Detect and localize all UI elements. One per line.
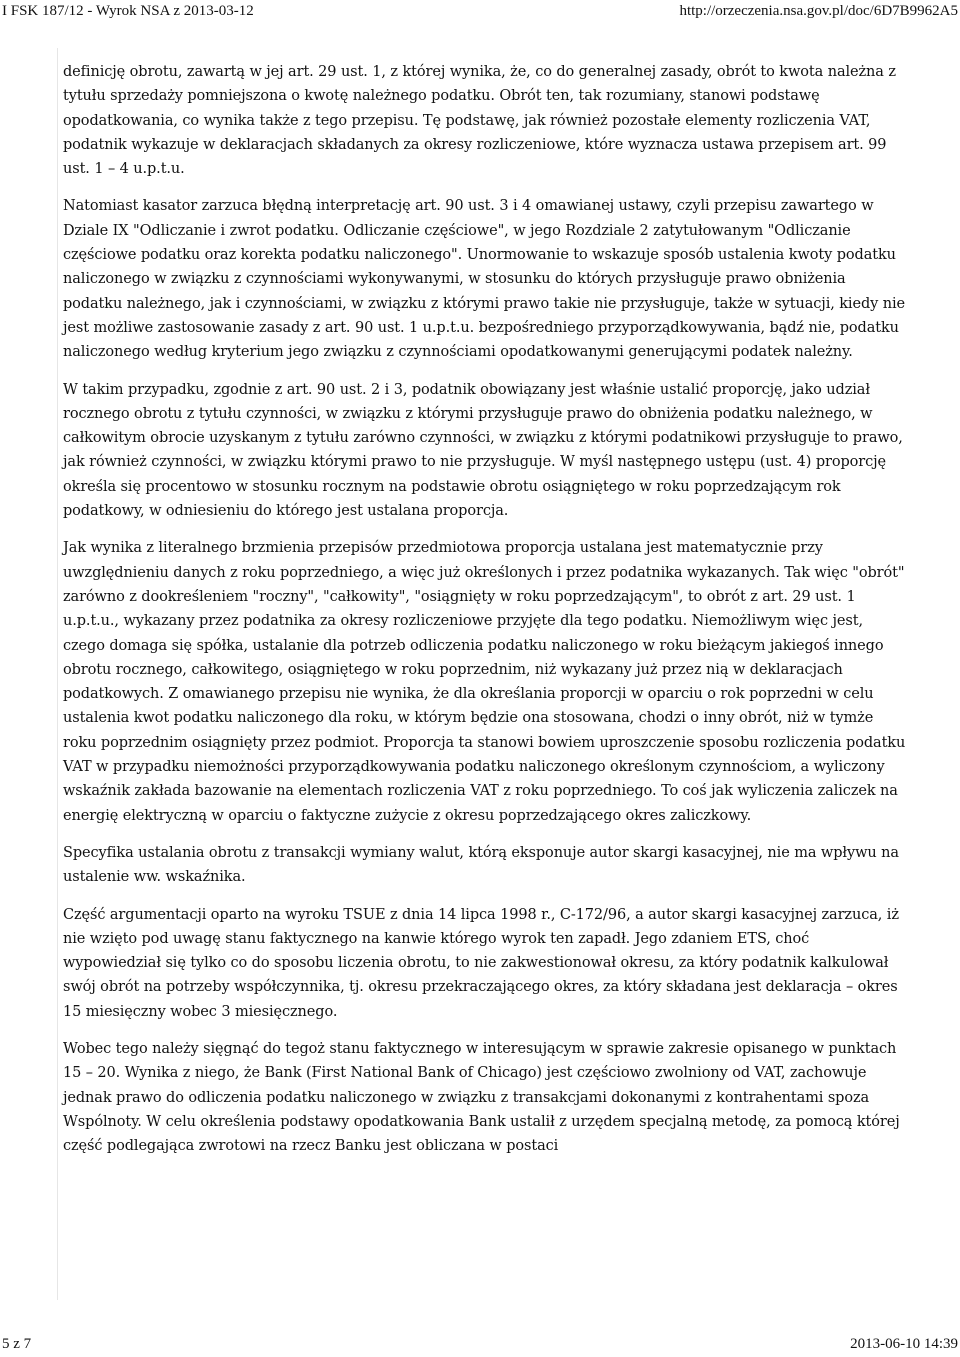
paragraph: W takim przypadku, zgodnie z art. 90 ust. 2 i 3, podatnik obowiązany jest właśnie ustalić proporcję, jako udział rocznego obrotu z tytułu czynności, w związku z którymi przysługuje prawo do obniżenia podatku należnego, w całkowitym obrocie uzyskanym z tytułu zarówno czynności, w związku z którymi podatnikowi przysługuje to prawo, jak również czynności, w związku którymi prawo to nie przysługuje. W myśl następnego ustępu (ust. 4) proporcję określa się procentowo w stosunku rocznym na podstawie obrotu osiągniętego w roku poprzedzającym rok podatkowy, w odniesieniu do którego jest ustalana proporcja. <box>63 381 903 520</box>
print-header <box>0 0 960 22</box>
document-title: I FSK 187/12 - Wyrok NSA z 2013-03-12 <box>2 3 254 19</box>
paragraph: Jak wynika z literalnego brzmienia przepisów przedmiotowa proporcja ustalana jest matematycznie przy uwzględnieniu danych z roku poprzedniego, a więc już określonych i przez podatnika wykazanych. Tak więc "obrót" zarówno z dookreśleniem "roczny", "całkowity", "osiągnięty w roku poprzedzającym", to obrót z art. 29 ust. 1 u.p.t.u., wykazany przez podatnika za okresy rozliczeniowe przyjęte dla tego podatku. Niemożliwym więc jest, czego domaga się spółka, ustalanie dla potrzeb odliczenia podatku naliczonego w roku bieżącym jakiegoś innego obrotu rocznego, całkowitego, osiągniętego w roku poprzednim, niż wykazany już przez nią w deklaracjach podatkowych. Z omawianego przepisu nie wynika, że dla określania proporcji w oparciu o rok poprzedni w celu ustalenia kwot podatku naliczonego dla roku, w którym będzie ona stosowana, chodzi o inny obrót, niż w tymże roku poprzednim osiągnięty przez podmiot. Proporcja ta stanowi bowiem uproszczenie sposobu rozliczenia podatku VAT w przypadku niemożności przyporządkowywania podatku naliczonego określonym czynnościom, a wyliczony wskaźnik zakłada bazowanie na elementach rozliczenia VAT z roku poprzedniego. To coś jak wyliczenia zaliczek na energię elektryczną w oparciu o faktyczne zużycie z okresu poprzedzającego okres zaliczkowy. <box>63 540 906 824</box>
page-counter: 5 z 7 <box>2 1336 32 1352</box>
content-margin-rule <box>57 48 58 1300</box>
document-url: http://orzeczenia.nsa.gov.pl/doc/6D7B9962A5 <box>679 3 958 19</box>
print-footer <box>0 1335 960 1357</box>
judgment-body-text <box>63 60 906 1171</box>
print-timestamp: 2013-06-10 14:39 <box>850 1336 958 1352</box>
paragraph: Specyfika ustalania obrotu z transakcji wymiany walut, którą eksponuje autor skargi kasacyjnej, nie ma wpływu na ustalenie ww. wskaźnika. <box>63 844 899 886</box>
paragraph: Część argumentacji oparto na wyroku TSUE z dnia 14 lipca 1998 r., C-172/96, a autor skargi kasacyjnej zarzuca, iż nie wzięto pod uwagę stanu faktycznego na kanwie którego wyrok ten zapadł. Jego zdaniem ETS, choć wypowiedział się tylko co do sposobu liczenia obrotu, to nie zakwestionował okresu, za który podatnik kalkulował swój obrót na potrzeby współczynnika, tj. okresu przekraczającego okres, za który składana jest deklaracja – okres 15 miesięczny wobec 3 miesięcznego. <box>63 906 899 1020</box>
paragraph: Wobec tego należy sięgnąć do tegoż stanu faktycznego w interesującym w sprawie zakresie opisanego w punktach 15 – 20. Wynika z niego, że Bank (First National Bank of Chicago) jest częściowo zwolniony od VAT, zachowuje jednak prawo do odliczenia podatku naliczonego w związku z transakcjami dokonanymi z kontrahentami spoza Wspólnoty. W celu określenia podstawy opodatkowania Bank ustalił z urzędem specjalną metodę, za pomocą której część podlegająca zwrotowi na rzecz Banku jest obliczana w postaci <box>63 1040 900 1155</box>
paragraph: definicję obrotu, zawartą w jej art. 29 ust. 1, z której wynika, że, co do generalnej zasady, obrót to kwota należna z tytułu sprzedaży pomniejszona o kwotę należnego podatku. Obrót ten, tak rozumiany, stanowi podstawę opodatkowania, co wynika także z tego przepisu. Tę podstawę, jak również pozostałe elementy rozliczenia VAT, podatnik wykazuje w deklaracjach składanych za okresy rozliczeniowe, które wyznacza ustawa przepisem art. 99 ust. 1 – 4 u.p.t.u. <box>63 64 896 178</box>
paragraph: Natomiast kasator zarzuca błędną interpretację art. 90 ust. 3 i 4 omawianej ustawy, czyli przepisu zawartego w Dziale IX "Odliczanie i zwrot podatku. Odliczanie częściowe", w jego Rozdziale 2 zatytułowanym "Odliczanie częściowe podatku oraz korekta podatku naliczonego". Unormowanie to wskazuje sposób ustalenia kwoty podatku naliczonego w związku z czynnościami wykonywanymi, w stosunku do których przysługuje prawo obniżenia podatku należnego, jak i czynnościami, w związku z którymi prawo takie nie przysługuje, także w sytuacji, kiedy nie jest możliwe zastosowanie zasady z art. 90 ust. 1 u.p.t.u. bezpośredniego przyporządkowywania, bądź nie, podatku naliczonego według kryterium jego związku z czynnościami opodatkowanymi generującymi podatek należny. <box>63 198 905 361</box>
